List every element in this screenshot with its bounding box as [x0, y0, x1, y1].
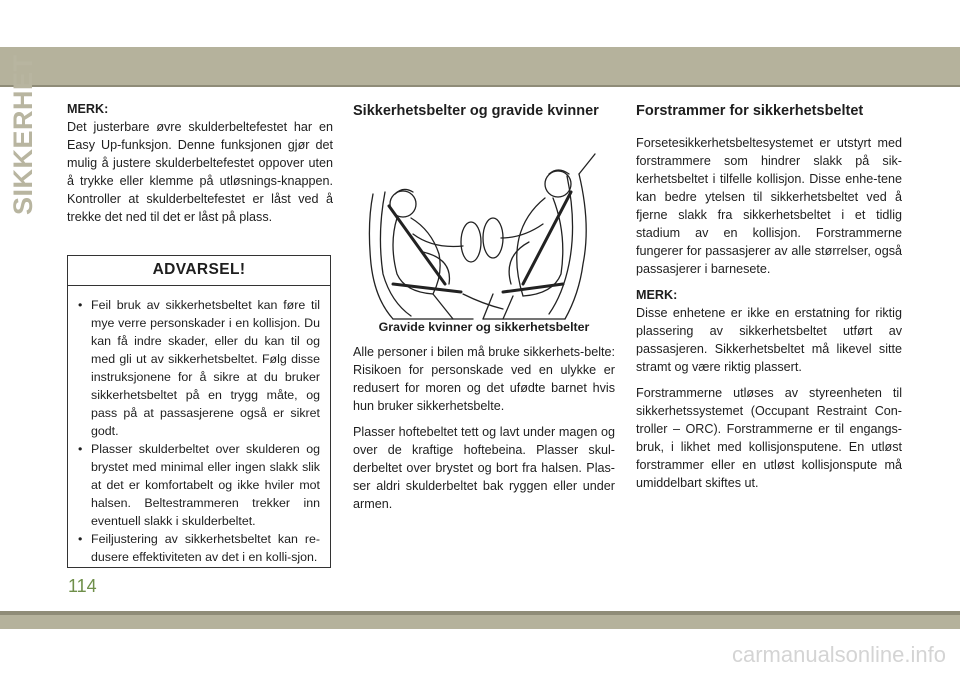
paragraph: Plasser hoftebeltet tett og lavt under magen og over de kraftige hoftebeina. Plasser skul-derbeltet over brystet og bort fra halsen. Plas-ser aldri skulderbeltet bak ryggen eller under armen.	[353, 425, 615, 511]
paragraph: Alle personer i bilen må bruke sikkerhets-belte: Risikoen for personskade ved en ulykke er redusert for moren og det ufødte barnet hvis hun bruker sikkerhetsbelte.	[353, 345, 615, 413]
header-rule	[0, 85, 960, 87]
page-number: 114	[68, 576, 97, 596]
note-text: Disse enhetene er ikke en erstatning for riktig plassering av sikkerhetsbeltet utført av passasjeren. Sikkerhetsbeltet må likevel sitte stramt og være riktig plassert.	[636, 306, 902, 374]
column-left	[67, 100, 333, 234]
illustration-svg	[353, 134, 615, 334]
figure-caption: Gravide kvinner og sikkerhetsbelter	[378, 320, 590, 334]
pregnant-seatbelt-illustration	[353, 134, 615, 334]
warning-item: • Feil bruk av sikkerhetsbeltet kan føre til mye verre personskader i en kollisjon. Du kan få indre skader, eller du kan til og med gli ut av sikkerhetsbeltet. Følg disse instruksjonene for å sikre at du bruker sikkerhetsbeltet på en trygg måte, og pass på at passasjerene også er sikret godt.	[78, 296, 320, 440]
note-title: MERK:	[636, 288, 678, 302]
warning-item: • Feiljustering av sikkerhetsbeltet kan re-dusere effektiviteten av det i en kolli-sjon.	[78, 530, 320, 566]
warning-item: • Plasser skulderbeltet over skulderen og brystet med minimal eller ingen slakk slik at det er komfortabelt og ikke hviler mot halsen. Beltestrammeren trekker inn eventuell slakk i skulderbeltet.	[78, 440, 320, 530]
header-band	[0, 47, 960, 85]
warning-title: ADVARSEL!	[68, 256, 330, 286]
column-middle	[353, 100, 615, 511]
column-middle-body	[353, 343, 615, 521]
column-right	[636, 100, 902, 500]
section-tab: SIKKERHET	[8, 54, 38, 215]
note-title: MERK:	[67, 102, 109, 116]
section-heading: Sikkerhetsbelter og gravide kvinner	[353, 103, 599, 119]
paragraph: Forsetesikkerhetsbeltesystemet er utstyrt med forstrammere som hindrer slakk på sik-kerhetsbeltet i tilfelle kollisjon. Disse enhe-tene kan bedre ytelsen til sikkerhetsbeltet ved å fjerne slakk fra sikkerhetsbeltet i et tidlig stadium av en kollisjon. Forstrammerne fungerer for passasjerer av alle størrelser, også passasjerer i barnesete.	[636, 136, 902, 276]
watermark: carmanualsonline.info	[731, 642, 946, 667]
section-heading: Forstrammer for sikkerhetsbeltet	[636, 103, 864, 119]
paragraph: Forstrammerne utløses av styreenheten til sikkerhetssystemet (Occupant Restraint Con-troller – ORC). Forstrammerne er til engangs-bruk, i likhet med kollisjonsputene. En utløst forstrammer eller en utløst kollisjonspute må umiddelbart skiftes ut.	[636, 386, 902, 490]
note-text: Det justerbare øvre skulderbeltefestet har en Easy Up-funksjon. Denne funksjonen gjør det mulig å justere skulderbeltefestet oppover uten å trykke eller klemme på utløsnings-knappen. Kontroller at skulderbeltefestet er låst ved å trekke det ned til det er låst på plass.	[67, 120, 333, 224]
warning-list	[68, 296, 330, 566]
footer-band	[0, 615, 960, 629]
warning-box	[67, 255, 331, 568]
